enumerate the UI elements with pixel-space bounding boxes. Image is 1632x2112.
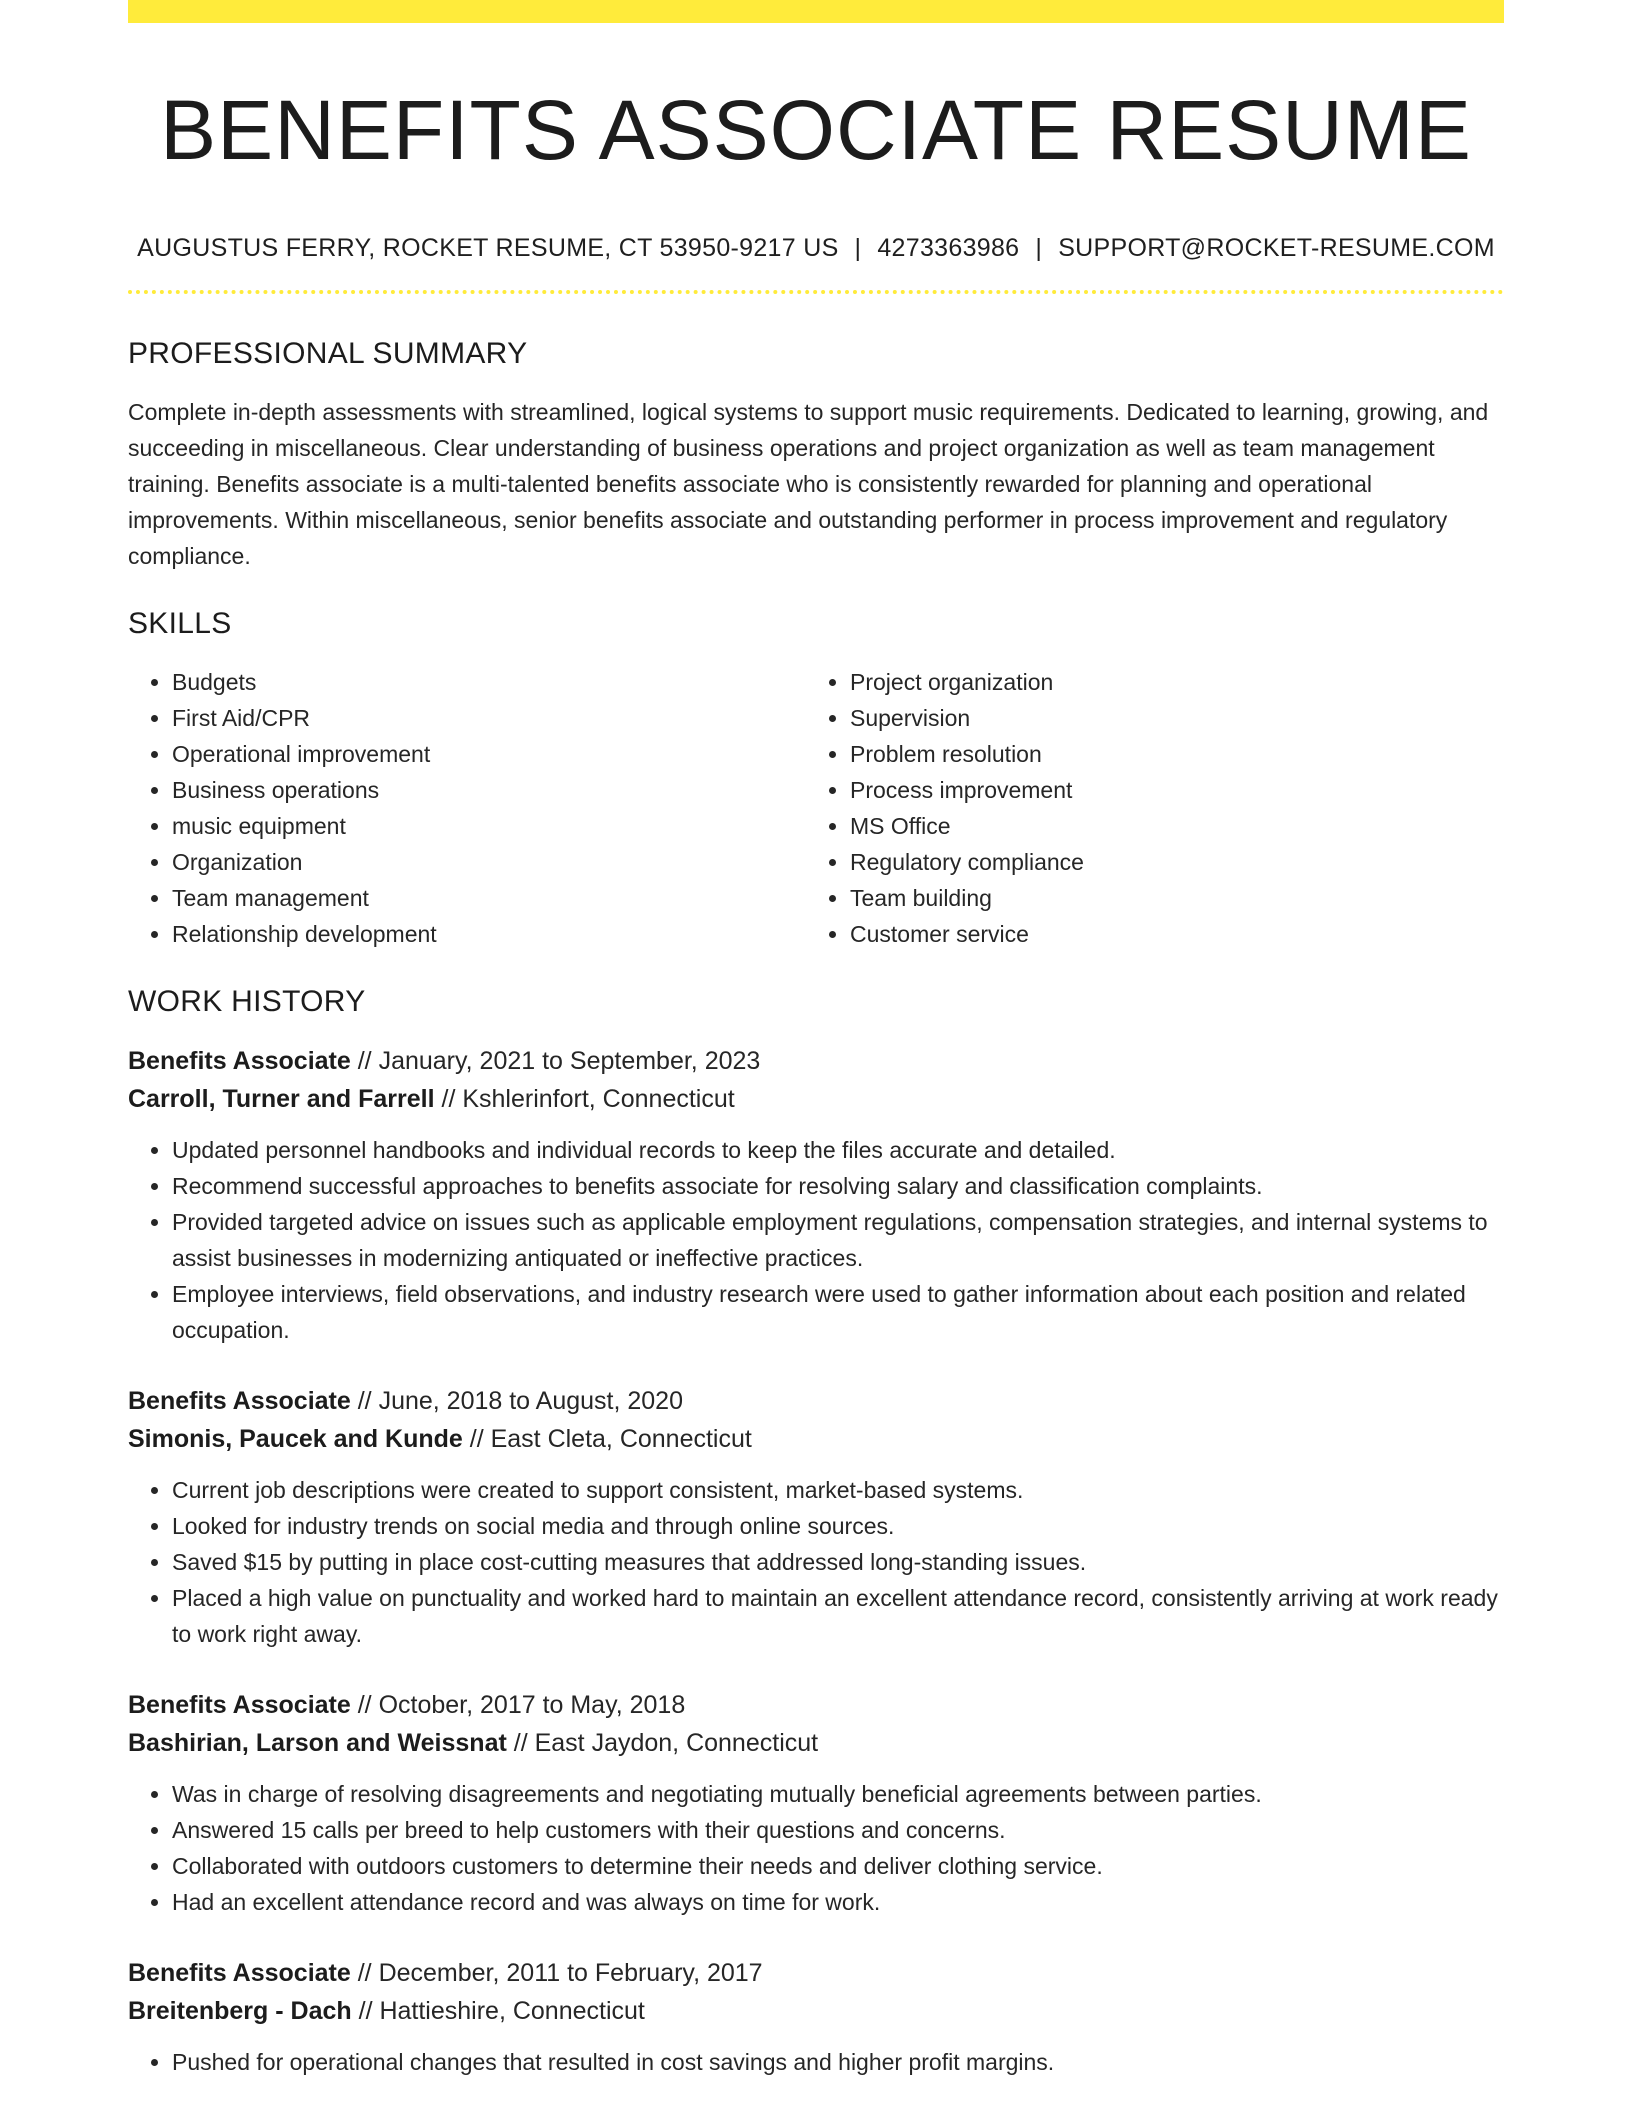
job-company-line [128, 1992, 1504, 2030]
job-dates: // June, 2018 to August, 2020 [350, 1387, 683, 1415]
skills-heading: SKILLS [128, 607, 232, 640]
contact-line [128, 232, 1504, 264]
skills-list [128, 664, 1504, 952]
job-bullet: • Answered 15 calls per breed to help customers with their questions and concerns. [172, 1812, 1504, 1848]
job-bullet: • Current job descriptions were created to support consistent, market-based systems. [172, 1472, 1504, 1508]
skill-item: • Customer service [850, 916, 1504, 952]
resume-title: BENEFITS ASSOCIATE RESUME [160, 83, 1472, 177]
job-bullets [128, 2044, 1504, 2080]
job-bullet: • Collaborated with outdoors customers to determine their needs and deliver clothing service. [172, 1848, 1504, 1884]
job-bullet: • Recommend successful approaches to benefits associate for resolving salary and classification complaints. [172, 1168, 1504, 1204]
skill-item: • Team management [172, 880, 806, 916]
skill-item: • First Aid/CPR [172, 700, 806, 736]
job-bullet: • Looked for industry trends on social media and through online sources. [172, 1508, 1504, 1544]
job-company: Carroll, Turner and Farrell [128, 1085, 435, 1113]
skill-item: • Regulatory compliance [850, 844, 1504, 880]
job-company: Bashirian, Larson and Weissnat [128, 1729, 507, 1757]
job-entry [128, 1042, 1504, 1348]
job-bullet: • Saved $15 by putting in place cost-cutting measures that addressed long-standing issues. [172, 1544, 1504, 1580]
job-role: Benefits Associate [128, 1387, 351, 1415]
job-company-line [128, 1724, 1504, 1762]
contact-separator: | [1035, 234, 1043, 262]
skills-column-left [128, 664, 806, 952]
skill-item: • Budgets [172, 664, 806, 700]
job-role-line [128, 1042, 1504, 1080]
job-location: // East Cleta, Connecticut [462, 1425, 752, 1453]
job-dates: // October, 2017 to May, 2018 [350, 1691, 686, 1719]
skill-item: • Relationship development [172, 916, 806, 952]
job-bullet: • Was in charge of resolving disagreements and negotiating mutually beneficial agreements between parties. [172, 1776, 1504, 1812]
skill-item: • Organization [172, 844, 806, 880]
job-location: // Hattieshire, Connecticut [351, 1997, 645, 2025]
job-location: // East Jaydon, Connecticut [506, 1729, 819, 1757]
skill-item: • Problem resolution [850, 736, 1504, 772]
job-company-line [128, 1420, 1504, 1458]
summary-text: Complete in-depth assessments with streamlined, logical systems to support music requirements. Dedicated to learning, growing, and succeeding in miscellaneous. Clear understanding of business operations and project organization as well as team management training. Benefits associate is a multi-talented benefits associate who is consistently rewarded for planning and operational improvements. Within miscellaneous, senior benefits associate and outstanding performer in process improvement and regulatory compliance. [128, 399, 1489, 569]
skills-column-right [806, 664, 1504, 952]
job-bullet: • Had an excellent attendance record and was always on time for work. [172, 1884, 1504, 1920]
skill-item: • Business operations [172, 772, 806, 808]
skill-item: • Team building [850, 880, 1504, 916]
job-role: Benefits Associate [128, 1047, 351, 1075]
skill-item: • Supervision [850, 700, 1504, 736]
resume-content [128, 0, 1504, 2080]
job-company: Breitenberg - Dach [128, 1997, 352, 2025]
skill-item: • music equipment [172, 808, 806, 844]
skill-item: • Operational improvement [172, 736, 806, 772]
job-role-line [128, 1954, 1504, 1992]
contact-address: AUGUSTUS FERRY, ROCKET RESUME, CT 53950-9217 US [137, 234, 839, 262]
job-company: Simonis, Paucek and Kunde [128, 1425, 463, 1453]
work-history-heading: WORK HISTORY [128, 985, 366, 1018]
skill-item: • MS Office [850, 808, 1504, 844]
job-location: // Kshlerinfort, Connecticut [434, 1085, 735, 1113]
skill-item: • Process improvement [850, 772, 1504, 808]
contact-phone: 4273363986 [877, 234, 1020, 262]
header-divider [128, 290, 1504, 294]
job-entry [128, 1954, 1504, 2080]
contact-email: SUPPORT@ROCKET-RESUME.COM [1058, 234, 1495, 262]
job-entry [128, 1686, 1504, 1920]
skill-item: • Project organization [850, 664, 1504, 700]
job-bullet: • Provided targeted advice on issues such as applicable employment regulations, compensation strategies, and internal systems to assist businesses in modernizing antiquated or ineffective practices. [172, 1204, 1504, 1276]
job-role: Benefits Associate [128, 1959, 351, 1987]
job-role-line [128, 1382, 1504, 1420]
job-bullet: • Placed a high value on punctuality and worked hard to maintain an excellent attendance record, consistently arriving at work ready to work right away. [172, 1580, 1504, 1652]
job-dates: // December, 2011 to February, 2017 [350, 1959, 763, 1987]
job-bullet: • Employee interviews, field observations, and industry research were used to gather information about each position and related occupation. [172, 1276, 1504, 1348]
job-role: Benefits Associate [128, 1691, 351, 1719]
contact-separator: | [854, 234, 862, 262]
job-bullet: • Updated personnel handbooks and individual records to keep the files accurate and detailed. [172, 1132, 1504, 1168]
job-bullets [128, 1472, 1504, 1652]
summary-heading: PROFESSIONAL SUMMARY [128, 337, 528, 370]
job-bullet: • Pushed for operational changes that resulted in cost savings and higher profit margins. [172, 2044, 1504, 2080]
job-bullets [128, 1132, 1504, 1348]
job-company-line [128, 1080, 1504, 1118]
job-entry [128, 1382, 1504, 1652]
job-dates: // January, 2021 to September, 2023 [350, 1047, 761, 1075]
job-role-line [128, 1686, 1504, 1724]
job-bullets [128, 1776, 1504, 1920]
